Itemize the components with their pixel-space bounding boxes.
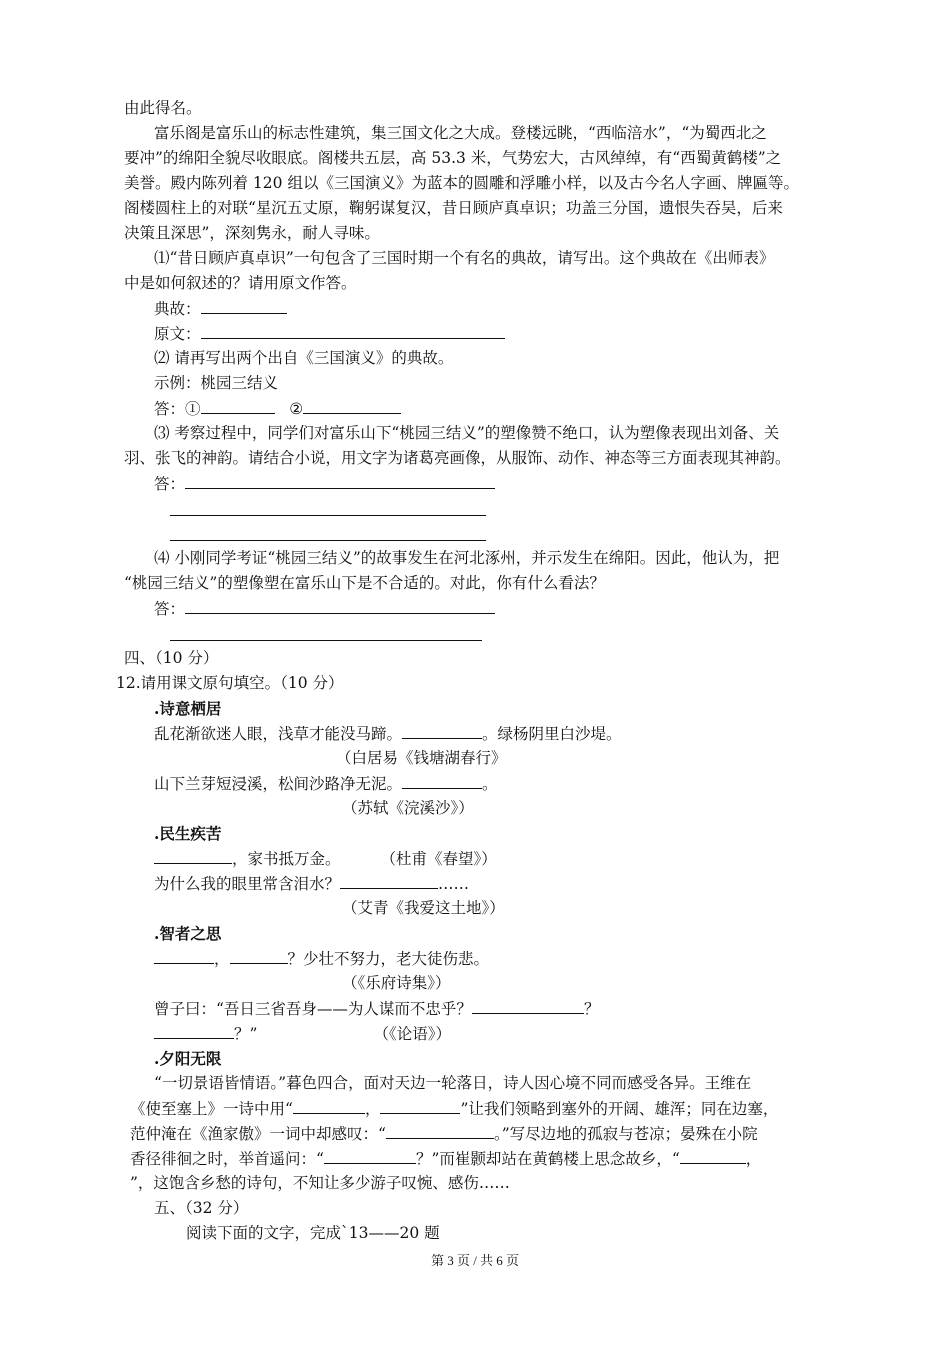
fill-line: 乱花渐欲迷人眼，浅草才能没马蹄。 。绿杨阴里白沙堤。 [124, 721, 860, 746]
source-citation: （艾青《我爱这土地》） [342, 899, 505, 917]
q4-answer-line[interactable] [124, 621, 860, 646]
paragraph-text: 美誉。殿内陈列着 120 组以《三国演义》为蓝本的圆雕和浮雕小样，以及古今名人字画、牌匾等。 [124, 174, 799, 192]
question-2: ⑵ 请再写出两个出自《三国演义》的典故。 [154, 349, 454, 367]
answer-blank[interactable] [472, 996, 584, 1014]
paragraph-text: 要冲”的绵阳全貌尽收眼底。阁楼共五层，高 53.3 米，气势宏大，古风绰绰，有“西蜀黄鹤楼”之 [124, 149, 782, 167]
subheading-sunset: .夕阳无限 [154, 1049, 222, 1068]
q4-answer [124, 596, 860, 621]
fill-line: ，家书抵万金。 （杜甫《春望》） [124, 846, 860, 871]
q3-answer-line[interactable] [124, 521, 860, 546]
answer-blank[interactable] [386, 1121, 494, 1139]
source-citation: （苏轼《浣溪沙》） [342, 799, 474, 817]
answer-blank[interactable] [230, 946, 288, 964]
paragraph-text: 阁楼圆柱上的对联“星沉五丈原，鞠躬谋复汉，昔日顾庐真卓识；功盖三分国，遗恨失吞吴，后来 [124, 199, 783, 217]
section-5-heading: 五、（32 分） [154, 1199, 249, 1217]
subheading-poetic-dwelling: .诗意栖居 [154, 699, 222, 718]
question-12: 12.请用课文原句填空。（10 分） [116, 674, 344, 692]
question-4: “桃园三结义”的塑像塑在富乐山下是不合适的。对此，你有什么看法？ [124, 574, 605, 592]
question-3: 羽、张飞的神韵。请结合小说，用文字为诸葛亮画像，从服饰、动作、神态等三方面表现其神韵。 [124, 449, 791, 467]
fill-line: ？” （《论语》） [124, 1021, 860, 1046]
source-citation: （白居易《钱塘湖春行》 [336, 749, 507, 767]
question-4: ⑷ 小刚同学考证“桃园三结义”的故事发生在河北涿州，并示发生在绵阳。因此，他认为，把 [154, 549, 780, 567]
answer-label: 答： [154, 475, 186, 493]
answer-blank[interactable] [154, 846, 232, 864]
subheading-people-suffering: .民生疾苦 [154, 824, 222, 843]
source-citation: （杜甫《春望》） [380, 850, 497, 868]
answer-blank[interactable] [201, 296, 287, 314]
section-4-heading: 四、（10 分） [124, 649, 219, 667]
answer-blank[interactable] [680, 1146, 746, 1164]
answer-blank[interactable] [303, 396, 401, 414]
answer-blank[interactable] [154, 1021, 234, 1039]
document-page [116, 96, 860, 1246]
reading-instruction: 阅读下面的文字，完成`13——20 题 [186, 1224, 440, 1242]
q2-answer [124, 396, 860, 421]
answer-blank[interactable] [185, 596, 495, 614]
fill-line: ， ？少壮不努力，老大徒伤悲。 [124, 946, 860, 971]
page-number-footer: 第 3 页 / 共 6 页 [430, 1253, 520, 1268]
subheading-wise-thoughts: .智者之思 [154, 924, 222, 943]
answer-label: 典故： [154, 300, 201, 318]
answer-blank[interactable] [402, 771, 482, 789]
answer-blank[interactable] [293, 1096, 365, 1114]
q3-answer [124, 471, 860, 496]
answer-blank[interactable] [380, 1096, 460, 1114]
question-3: ⑶ 考察过程中，同学们对富乐山下“桃园三结义”的塑像赞不绝口，认为塑像表现出刘备、关 [154, 424, 780, 442]
answer-blank[interactable] [340, 871, 438, 889]
source-citation: （《论语》） [373, 1025, 451, 1043]
fill-line: 为什么我的眼里常含泪水？ …… [124, 871, 860, 896]
fill-line: 范仲淹在《渔家傲》一词中却感叹：“ 。”写尽边地的孤寂与苍凉；晏殊在小院 [124, 1121, 860, 1146]
answer-label: 答：① [154, 400, 201, 418]
q3-answer-line[interactable] [124, 496, 860, 521]
answer-label: 答： [154, 600, 186, 618]
q1-answer-original [124, 321, 860, 346]
question-1: ⑴“昔日顾庐真卓识”一句包含了三国时期一个有名的典故，请写出。这个典故在《出师表》 [154, 249, 775, 267]
fill-line: 香径徘徊之时，举首遥问：“ ？”而崔颢却站在黄鹤楼上思念故乡，“ ， [124, 1146, 860, 1171]
fill-line: 曾子曰：“吾日三省吾身——为人谋而不忠乎？ ？ [124, 996, 860, 1021]
answer-blank[interactable] [201, 321, 505, 339]
source-citation: （《乐府诗集》） [342, 974, 451, 992]
answer-blank[interactable] [154, 946, 214, 964]
paragraph-text: “一切景语皆情语。”暮色四合，面对天边一轮落日，诗人因心境不同而感受各异。王维在 [154, 1074, 752, 1092]
paragraph-text: 由此得名。 [124, 99, 202, 117]
answer-blank[interactable] [324, 1146, 416, 1164]
fill-line: 《使至塞上》一诗中用“ ， ”让我们领略到塞外的开阔、雄浑；同在边塞， [124, 1096, 860, 1121]
question-2-example: 示例：桃园三结义 [154, 374, 279, 392]
answer-label: ② [289, 400, 304, 418]
fill-line: 山下兰芽短浸溪，松间沙路净无泥。 。 [124, 771, 860, 796]
q1-answer-allusion [124, 296, 860, 321]
paragraph-text: 富乐阁是富乐山的标志性建筑，集三国文化之大成。登楼远眺，“西临涪水”，“为蜀西北之 [154, 124, 767, 142]
answer-blank[interactable] [201, 396, 275, 414]
answer-blank[interactable] [402, 721, 482, 739]
answer-label: 原文： [154, 325, 201, 343]
paragraph-text: ”，这饱含乡愁的诗句，不知让多少游子叹惋、感伤…… [130, 1174, 510, 1192]
paragraph-text: 决策且深思”，深刻隽永，耐人寻味。 [124, 224, 380, 242]
question-1: 中是如何叙述的？请用原文作答。 [124, 274, 357, 292]
answer-blank[interactable] [185, 471, 495, 489]
